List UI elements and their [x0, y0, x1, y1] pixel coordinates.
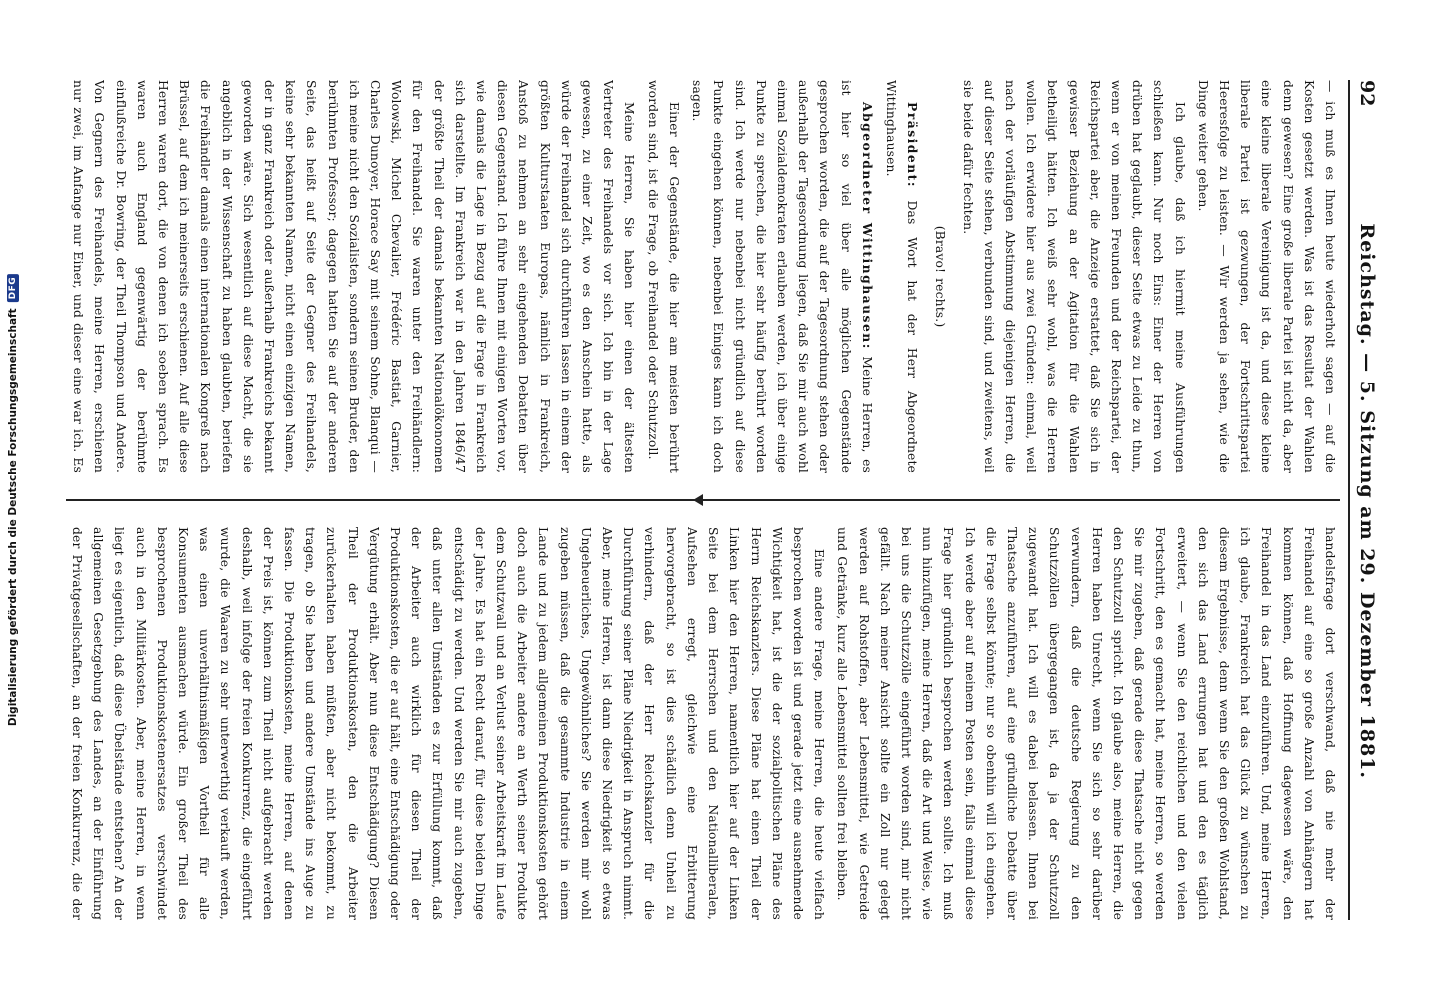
interjection: (Bravo! rechts.) — [933, 225, 948, 328]
right-column — [66, 527, 1340, 920]
left-column — [66, 80, 1340, 473]
digitization-note: Digitalisierung gefördert durch die Deutsche Forschungsgemeinschaft — [7, 308, 19, 727]
speaker-name: Präsident: — [905, 102, 921, 188]
paragraph: — ich muß es Ihnen heute wiederholt sagen — auf die Kosten gesetzt werden. Was ist das Resultat der Wahlen denn gewesen? Eine große liberale Partei ist nicht da, aber eine kleine liberale Vereinigung ist da, und diese kleine liberale Partei ist gezwungen, der Fortschrittspartei Heeresfolge zu leisten. — Wir werden ja sehen, wie die Dinge weiter gehen. — [1195, 80, 1337, 473]
paragraph: Einer der Gegenstände, die hier am meisten berührt worden sind, ist die Frage, ob Freihandel oder Schutzzoll. — [645, 80, 681, 473]
speech-text: Das Wort hat der Herr Abgeordnete Wittinghausen. — [883, 80, 920, 473]
speech-text: Meine Herren, es ist hier so viel über alle möglichen Gegenstände gesprochen worden, die auf der Tagesordnung stehen oder außerhalb der Tagesordnung liegen, daß Sie mir auch wohl einmal Sozialdemokraten erlauben werden, ich über einige Punkte zu sprechen, die hier sehr häufig berührt worden sind. Ich werde nur nebenbei nicht gründlich auf diese Punkte eingehen können, nebenbei Einiges kann ich doch sagen. — [690, 80, 874, 473]
divider-mark — [693, 494, 703, 506]
speaker-paragraph — [686, 80, 878, 473]
paragraph: Meine Herren, Sie haben hier einen der ältesten Vertreter des Freihandels vor sich. Ich bin in der Lage gewesen, zu einer Zeit, wo es den Anschein hatte, als würde der Freihandel sich durchführen lassen in einem der größten Kulturstaaten Europas, nämlich in Frankreich, Anstoß zu nehmen an sehr eingehenden Debatten über diesen Gegenstand. Ich führe Ihnen mit einigen Worten vor, wie damals die Lage in Bezug auf die Frage in Frankreich sich darstellte. Im Frankreich war in den Jahren 1846/47 der größte Theil der damals bekannten Nationalökonomen für den Freihandel. Sie waren unter den Freihändlern: Wolowski, Michel Chevalier, Frédéric Bastiat, Garnier, Charles Dunoyer, Horace Say mit seinem Sohne, Blanqui — ich meine nicht den Sozialisten, sondern seinen Bruder, den berühmten Professor; dagegen hatten Sie auf der anderen Seite, das heißt auf Seite der Gegner des Freihandels, keine sehr bekannten Namen, nicht einen einzigen Namen, der in ganz Frankreich oder außerhalb Frankreichs bekannt geworden wäre. Sich wesentlich auf diese Macht, die sie angeblich in der Wissenschaft zu haben glaubten, beriefen die Freihändler damals einen internationalen Kongreß nach Brüssel, auf dem ich meinerseits erschienen. Auf alle diese Herren waren dort, die von denen ich soeben sprach. Es waren auch England gegenwärtig der berühmte einflußreiche Dr. Bowring, der Theil Thompson und Andere. Von Gegnern des Freihandels, meine Herren, erschienen nur zwei, im Anfange nur Einer, und dieser eine war ich. Es — [71, 80, 637, 473]
dfg-logo-icon: DFG — [7, 274, 19, 303]
page-number: 92 — [1356, 80, 1378, 107]
page-header — [1348, 80, 1384, 920]
digitization-footer — [3, 0, 23, 1000]
text-columns — [66, 80, 1340, 920]
speaker-name: Abgeordneter Wittinghausen: — [859, 102, 875, 350]
paragraph: handelsfrage dort verschwand, daß nie mehr der Freihandel auf eine so große Anzahl von Anhängern hat kommen können, daß Hoffnung dagewesen wäre, den Freihandel in das Land einzuführen. Und, meine Herren, ich glaube, Frankreich hat das Glück zu wünschen zu diesem Ergebnisse, denn wenn Sie den großen Wohlstand, den sich das Land errungen hat und den es täglich erweitert, — wenn Sie den reichlichen und den vielen Fortschritt, den es gemacht hat, meine Herren, so werden Sie mir zugeben, daß gerade diese Thatsache nicht gegen den Schutzzoll spricht. Ich glaube also, meine Herren, die Herren haben Unrecht, wenn Sie sich so sehr darüber verwundern, daß die deutsche Regierung zu den Schutzzöllen übergegangen ist, da ja der Schutzzoll zugewandt hat. Ich will es dabei belassen. Ihnen bei Thatsache anzuführen, auf eine gründliche Debatte über die Frage selbst könnte; nur so obenhin will ich eingehen. Ich werde aber auf meinem Posten sein, falls einmal diese Frage hier gründlich besprochen werden sollte. Ich muß nun hinzufügen, meine Herren, daß die Art und Weise, wie bei uns die Schutzzölle eingeführt worden sind, mir nicht gefällt. Nach meiner Ansicht sollte ein Zoll nur gelegt werden auf Rohstoffen, aber Lebensmittel, wie Getreide und Getränke, kurz alle Lebensmittel sollten frei bleiben. — [835, 527, 1337, 920]
newspaper-page — [36, 20, 1396, 980]
footer-content — [7, 274, 19, 726]
column-divider — [66, 499, 1340, 501]
paragraph: Eine andere Frage, meine Herren, die heute vielfach besprochen worden ist und gerade jetzt eine ausnehmende Wichtigkeit hat, ist die der sozialpolitischen Pläne des Herrn Reichskanzlers. Diese Pläne hat einen Theil der Linken hier den Herren, namentlich hier auf der Linken Seite bei dem Herrschen und den Nationalliberalen, Aufsehen erregt, gleichwie eine Erbitterung hervorgebracht, so ist dies schädlich denn Unheil zu verhindern, daß der Herr Reichskanzler für die Durchführung seiner Pläne Niedrigkeit in Anspruch nimmt. Aber, meine Herren, ist dann diese Niedrigkeit so etwas Ungeheuerliches, Ungewöhnliches? Sie werden mir wohl zugeben müssen, daß die gesammte Industrie in einem Lande und zu jedem allgemeinen Produktionskosten gehört doch auch die Arbeiter andere an Werth seiner Produkte dem Schutzwall und an Verlust seiner Arbeitskraft im Laufe der Jahre. Es hat ein Recht darauf, für diese beiden Dinge entschädigt zu werden. Und werden Sie mir auch zugeben, daß unter allen Umständen es zur Erfüllung kommt, daß der Arbeiter auch wirklich für diesen Theil der Produktionskosten, die er auf hält, eine Entschädigung oder Vergütung erhält. Aber nun diese Entschädigung? Diesen Theil der Produktionskosten, den die Arbeiter zurückerhalten haben müßten, aber nicht bekommt, zu tragen, ob Sie haben und andere Umstände ins Auge zu fassen. Die Produktionskosten, meine Herren, auf denen der Preis ist, können zum Theil nicht aufgebracht werden deshalb, weil infolge der freien Konkurrenz, die eingeführt wurde, die Waaren zu sehr unterwerthig verkauft werden, was einen unverhältnismäßigen Vortheil für alle Konsumenten ausmachen würde. Ein großer Theil des besprochenen Produktionskostenersatzes verschwindet auch in den Militärkosten. Aber, meine Herren, in wenn liegt es eigentlich, daß diese Übelstände entstehen? An der allgemeinen Gesetzgebung des Landes, an der Einführung der Privatgesellschaften, an der freien Konkurrenz, die der — [70, 527, 827, 920]
speaker-paragraph — [880, 80, 923, 473]
page-title: Reichstag. — 5. Sitzung am 29. Dezember 1881. — [1356, 223, 1378, 780]
paragraph: Ich glaube, daß ich hiermit meine Ausführungen schließen kann. Nur noch Eins: Einer der Herren von drüben hat geglaubt, dieser Seite etwas zu Leide zu thun, wenn er von meinen Freunden und der Reichspartei, der Reichspartei aber, die Anzeige erstattet, daß Sie sich in gewisser Beziehung an der Agitation für die Wahlen betheiligt hätten. Ich weiß sehr wohl, was die Herren wollen. Ich erwidere hier aus zwei Gründen: einmal, weil nach der vorläufigen Abstimmung diejenigen Herren, die auf dieser Seite stehen, verbunden sind, und zweitens, weil sie beide dafür fechten. — [960, 80, 1187, 473]
